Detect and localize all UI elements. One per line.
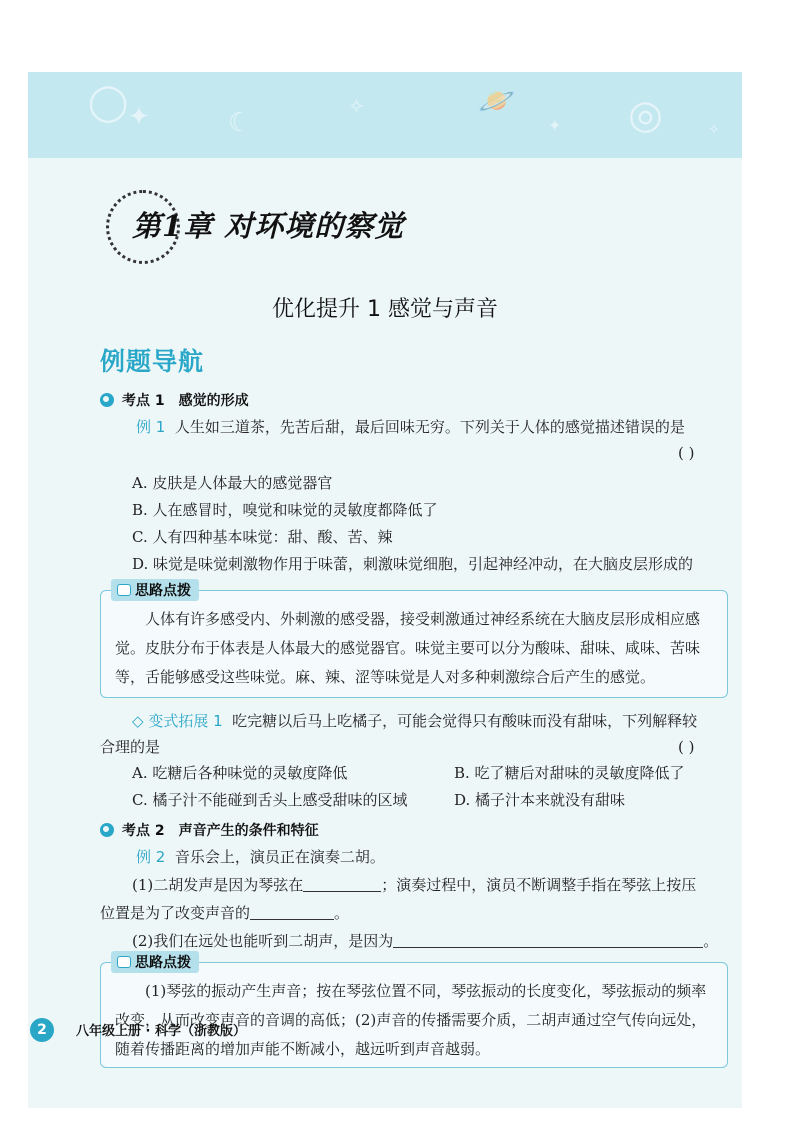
question-2-2 <box>132 930 718 952</box>
hint-text: (1)琴弦的振动产生声音；按在琴弦位置不同，琴弦振动的长度变化，琴弦振动的频率改变，从而改变声音的音调的高低；(2)声音的传播需要介质，二胡声通过空气传向远处，随着传播距离的增加声能不断减小，越远听到声音越弱。 <box>115 982 707 1058</box>
section-title: 优化提升 1 感觉与声音 <box>272 297 498 322</box>
option-a: A. 皮肤是人体最大的感觉器官 <box>132 474 333 492</box>
option-b: B. 人在感冒时，嗅觉和味觉的灵敏度都降低了 <box>132 501 438 519</box>
star-icon: ✦ <box>548 116 562 135</box>
hint-text: 人体有许多感受内、外刺激的感受器，接受刺激通过神经系统在大脑皮层形成相应感觉。皮肤分布于体表是人体最大的感觉器官。味觉主要可以分为酸味、甜味、咸味、苦味等，舌能够感受这些味觉。麻、辣、涩等味觉是人对多种刺激综合后产生的感觉。 <box>115 610 701 686</box>
variant-1-stem <box>132 710 697 732</box>
hint-box-2 <box>100 955 728 1068</box>
bullet-disc-icon <box>100 393 114 407</box>
question-2-1-cont <box>100 902 349 924</box>
option-c: C. 橘子汁不能碰到舌头上感受甜味的区域 <box>132 791 408 809</box>
answer-blank[interactable] <box>250 905 334 920</box>
page-number: 2 <box>30 1018 54 1042</box>
option-a: A. 吃糖后各种味觉的灵敏度降低 <box>132 764 348 782</box>
hint-tag-label: 思路点拨 <box>135 955 191 971</box>
ringed-planet-icon: 🪐 <box>478 84 516 119</box>
key-point-number: 考点 1 <box>122 393 165 409</box>
speech-bubble-icon <box>117 956 131 968</box>
sparkle-icon: ✧ <box>348 94 365 118</box>
header-banner <box>28 72 742 158</box>
key-point-number: 考点 2 <box>122 823 165 839</box>
question-text: 位置是为了改变声音的 <box>100 904 251 922</box>
example-1-stem <box>136 416 685 438</box>
question-text: 音乐会上，演员正在演奏二胡。 <box>174 848 385 866</box>
hint-box-1 <box>100 583 728 698</box>
example-2-stem <box>136 846 385 868</box>
guide-heading: 例题导航 <box>100 347 205 376</box>
galaxy-icon: ◎ <box>628 92 663 138</box>
page <box>28 72 742 1108</box>
answer-blank[interactable] <box>303 877 381 892</box>
planet-icon: ◯ <box>88 82 129 123</box>
variant-label-text: 变式拓展 1 <box>148 712 223 730</box>
question-text: 吃完糖以后马上吃橘子，可能会觉得只有酸味而没有甜味，下列解释较 <box>232 712 698 730</box>
footer-book-title: 八年级上册 · 科学（浙教版） <box>76 1024 246 1039</box>
key-point-2 <box>100 820 319 840</box>
answer-paren: ( ) <box>678 738 695 756</box>
hint-tag <box>111 951 199 973</box>
option-d: D. 味觉是味觉刺激物作用于味蕾，刺激味觉细胞，引起神经冲动，在大脑皮层形成的 <box>132 555 694 573</box>
question-text: (1)二胡发声是因为琴弦在 <box>132 876 304 894</box>
moon-icon: ☾ <box>228 108 252 138</box>
bullet-disc-icon <box>100 823 114 837</box>
speech-bubble-icon <box>117 584 131 596</box>
key-point-title: 声音产生的条件和特征 <box>178 823 319 839</box>
answer-blank[interactable] <box>393 933 703 948</box>
answer-paren: ( ) <box>678 444 695 462</box>
key-point-title: 感觉的形成 <box>178 393 249 409</box>
hint-tag <box>111 579 199 601</box>
key-point-1 <box>100 390 249 410</box>
option-d: D. 橘子汁本来就没有甜味 <box>454 791 626 809</box>
question-2-1 <box>132 874 696 896</box>
question-text: (2)我们在远处也能听到二胡声，是因为 <box>132 932 394 950</box>
star-icon: ✦ <box>128 102 150 132</box>
example-label: 例 1 <box>136 418 166 436</box>
question-text: 人生如三道茶，先苦后甜，最后回味无穷。下列关于人体的感觉描述错误的是 <box>174 418 685 436</box>
option-c: C. 人有四种基本味觉：甜、酸、苦、辣 <box>132 528 393 546</box>
option-b: B. 吃了糖后对甜味的灵敏度降低了 <box>454 764 685 782</box>
chapter-title: 第1章 对环境的察觉 <box>132 209 405 243</box>
question-text: ；演奏过程中，演员不断调整手指在琴弦上按压 <box>381 876 697 894</box>
variant-1-stem-cont: 合理的是 <box>100 738 161 756</box>
punctuation: 。 <box>334 904 350 922</box>
example-label: 例 2 <box>136 848 166 866</box>
punctuation: 。 <box>703 932 719 950</box>
variant-label: ◇ 变式拓展 1 <box>132 712 223 730</box>
star-icon: ✧ <box>708 122 720 138</box>
hint-tag-label: 思路点拨 <box>135 583 191 599</box>
